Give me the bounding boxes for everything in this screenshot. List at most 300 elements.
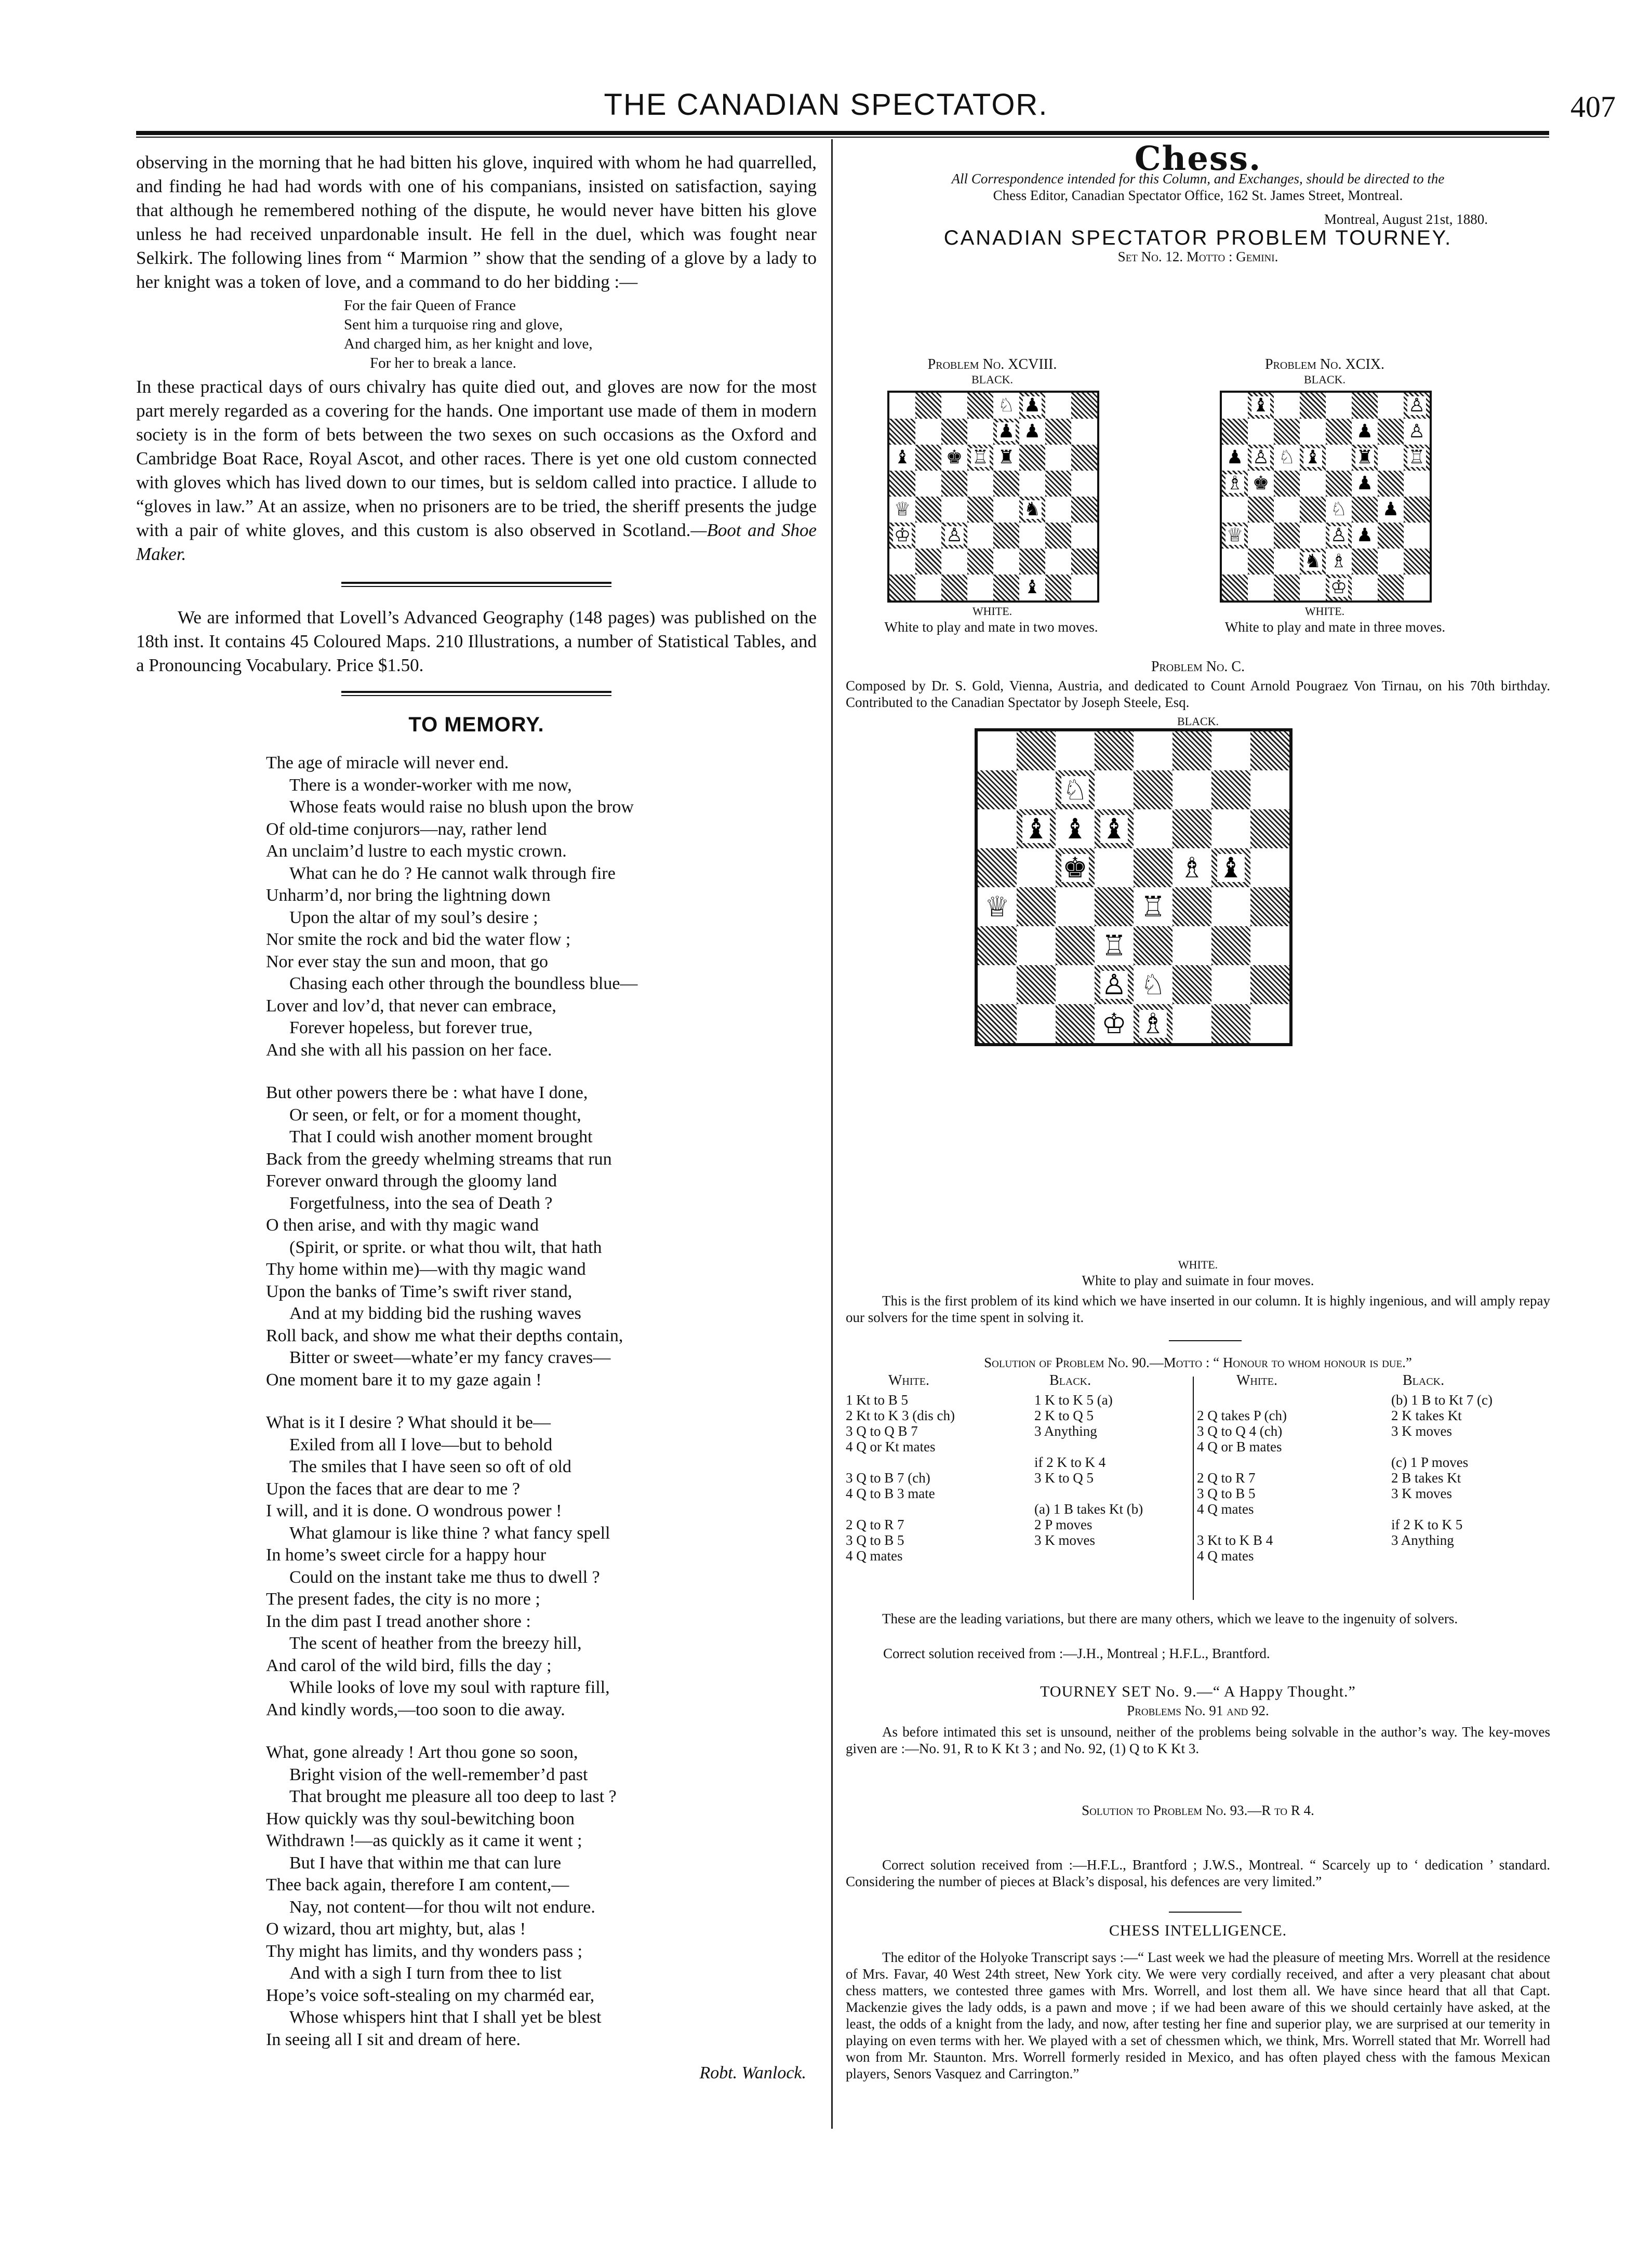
black-move: (a) 1 B takes Kt (b) (1034, 1501, 1143, 1517)
poem-line: Unharm’d, nor bring the lightning down (266, 886, 551, 905)
board-square (1056, 926, 1095, 965)
board-square (889, 393, 915, 419)
solution-row (846, 1423, 1189, 1439)
chess-piece: ♜ (1356, 447, 1374, 468)
chess-piece: ♕ (894, 499, 911, 520)
white-move: 4 Q to B 3 mate (846, 1486, 935, 1501)
board-square (1095, 848, 1134, 887)
board-square (993, 471, 1019, 497)
board-square (978, 1004, 1017, 1043)
board-square (1378, 575, 1404, 600)
chess-piece: ♗ (1226, 473, 1244, 494)
poem-line: What glamour is like thine ? what fancy spell (289, 1523, 610, 1543)
section-rule-thin (341, 695, 611, 696)
chess-piece: ♔ (1101, 1007, 1127, 1040)
white-move (846, 1454, 1034, 1470)
section-rule (1169, 1340, 1242, 1341)
chess-piece: ♟ (1356, 473, 1374, 494)
col-black-header-2: Black. (1403, 1372, 1445, 1388)
board-square (1045, 549, 1071, 575)
board-square (1352, 575, 1378, 600)
poem-line: Nor smite the rock and bid the water flow ; (266, 930, 571, 949)
solution-row (846, 1470, 1189, 1486)
board-square (1211, 731, 1250, 770)
poem-line: What can he do ? He cannot walk through fire (289, 863, 616, 883)
board-square (1134, 926, 1173, 965)
white-move: 3 Kt to K B 4 (1197, 1532, 1273, 1548)
board-square (1274, 549, 1300, 575)
white-move: 2 Q takes P (ch) (1197, 1408, 1287, 1423)
problem-c-white-label: WHITE. (1178, 1258, 1218, 1271)
white-move: 4 Q mates (846, 1548, 903, 1564)
board-square (1045, 445, 1071, 471)
board-square (1173, 1004, 1211, 1043)
board-square (1274, 575, 1300, 600)
board-square (1045, 419, 1071, 445)
black-move: 1 K to K 5 (a) (1034, 1392, 1113, 1408)
board-square (1300, 471, 1326, 497)
board-square (1250, 965, 1289, 1004)
board-square (1045, 497, 1071, 523)
board-square (1404, 471, 1430, 497)
chess-piece: ♙ (1408, 395, 1425, 416)
solution-row (846, 1486, 1189, 1501)
board-square (1300, 419, 1326, 445)
board-square (1045, 471, 1071, 497)
poem-line: Nay, not content—for thou wilt not endure. (289, 1897, 595, 1917)
chess-piece: ♙ (945, 525, 963, 546)
poem-stanza (266, 1412, 817, 1721)
black-move: 3 K moves (1034, 1532, 1095, 1548)
black-move: if 2 K to K 4 (1034, 1454, 1106, 1470)
chess-piece: ♙ (1330, 525, 1348, 546)
poem-line: Bitter or sweet—whate’er my fancy craves— (289, 1348, 611, 1367)
board-square (889, 549, 915, 575)
poem-body (266, 752, 817, 2051)
board-square (1211, 770, 1250, 809)
black-move: (b) 1 B to Kt 7 (c) (1391, 1392, 1493, 1408)
board-square (1250, 731, 1289, 770)
board-square (1211, 1004, 1250, 1043)
poem-line: Or seen, or felt, or for a moment thought, (289, 1105, 581, 1125)
white-move: 3 Q to B 5 (1197, 1486, 1256, 1501)
poem-line: There is a wonder-worker with me now, (289, 775, 572, 795)
poem-line: O then arise, and with thy magic wand (266, 1216, 539, 1235)
section-rule (341, 691, 611, 693)
solution-93: Solution to Problem No. 93.—R to R 4. (1082, 1803, 1314, 1818)
board-square (1352, 549, 1378, 575)
board-square (1071, 393, 1097, 419)
board-square (1404, 575, 1430, 600)
black-move: 3 Anything (1391, 1532, 1454, 1548)
white-move: 4 Q or Kt mates (846, 1439, 936, 1454)
board-square (1173, 731, 1211, 770)
page-number: 407 (1570, 90, 1616, 124)
solution-row (1197, 1501, 1550, 1517)
board-square (1222, 549, 1248, 575)
black-move: 3 K moves (1391, 1486, 1452, 1501)
black-move: (c) 1 P moves (1391, 1454, 1469, 1470)
col-white-header: White. (888, 1372, 929, 1388)
board-square (915, 419, 941, 445)
board-square (1017, 731, 1056, 770)
board-square (889, 471, 915, 497)
solution-row (846, 1517, 1189, 1532)
board-square (1274, 471, 1300, 497)
board-square (1248, 523, 1274, 549)
white-move (846, 1501, 1034, 1517)
black-move: 2 P moves (1034, 1517, 1093, 1532)
poem-line: Back from the greedy whelming streams that run (266, 1149, 612, 1169)
chess-piece: ♘ (1278, 447, 1296, 468)
board-square (1274, 419, 1300, 445)
board-square (1071, 445, 1097, 471)
poem-line: One moment bare it to my gaze again ! (266, 1370, 542, 1390)
board-square (1056, 731, 1095, 770)
chess-column (846, 139, 1550, 265)
column-divider (831, 139, 833, 2129)
board-square (1211, 926, 1250, 965)
board-square (1378, 549, 1404, 575)
board-square (1326, 419, 1352, 445)
chess-piece: ♘ (997, 395, 1015, 416)
board-square (1017, 1004, 1056, 1043)
problem-c-description: Composed by Dr. S. Gold, Vienna, Austria, and dedicated to Count Arnold Pougraez Von Tirnau, on his 70th birthday. Contributed to the Canadian Spectator by Joseph Steele, Esq. (846, 678, 1550, 710)
solution-row (1197, 1408, 1550, 1423)
chess-piece: ♟ (1356, 421, 1374, 442)
chess-piece: ♔ (894, 525, 911, 546)
board-square (915, 393, 941, 419)
solution-table-right (1197, 1392, 1550, 1564)
black-move (1034, 1486, 1189, 1501)
black-move (1391, 1501, 1550, 1517)
problem-c-black-label: BLACK. (1177, 715, 1219, 728)
board-square (967, 575, 993, 600)
problem-a-black-label: BLACK. (971, 373, 1014, 386)
white-move: 2 Kt to K 3 (dis ch) (846, 1408, 955, 1423)
black-move: if 2 K to K 5 (1391, 1517, 1463, 1532)
poem-line: Upon the banks of Time’s swift river stand, (266, 1281, 572, 1301)
poem-line: Roll back, and show me what their depths contain, (266, 1326, 623, 1345)
chess-piece: ♔ (1330, 577, 1348, 598)
board-square (993, 549, 1019, 575)
board-square (1326, 471, 1352, 497)
chess-board-problem-98 (887, 391, 1099, 603)
board-square (1056, 965, 1095, 1004)
problem-c-title: Problem No. C. (1151, 659, 1245, 675)
board-square (1248, 419, 1274, 445)
chess-piece: ♞ (1023, 499, 1041, 520)
board-square (941, 575, 967, 600)
poem-line: Forever onward through the gloomy land (266, 1171, 557, 1191)
white-move: 4 Q mates (1197, 1548, 1254, 1564)
chess-piece: ♘ (1062, 773, 1088, 806)
board-square (941, 549, 967, 575)
black-move (1034, 1548, 1189, 1564)
board-square (1071, 575, 1097, 600)
board-square (978, 965, 1017, 1004)
white-move: 1 Kt to B 5 (846, 1392, 909, 1408)
board-square (1173, 965, 1211, 1004)
chess-piece: ♟ (997, 421, 1015, 442)
problem-b-caption: White to play and mate in three moves. (1224, 619, 1446, 635)
poem-line: An unclaim’d lustre to each mystic crown. (266, 842, 567, 861)
board-square (1071, 471, 1097, 497)
black-move: 3 Anything (1034, 1423, 1097, 1439)
glove-article-paragraph-2 (136, 375, 817, 566)
board-square (1222, 575, 1248, 600)
board-square (1173, 926, 1211, 965)
chess-piece: ♟ (1023, 421, 1041, 442)
page-title: THE CANADIAN SPECTATOR. (604, 88, 1048, 122)
board-square (1173, 887, 1211, 926)
board-square (1056, 887, 1095, 926)
board-square (1300, 497, 1326, 523)
solution-90-title: Solution of Problem No. 90.—Motto : “ Honour to whom honour is due.” (984, 1355, 1412, 1370)
article-source: —Boot and Shoe Maker. (136, 520, 817, 564)
poem-line: In seeing all I sit and dream of here. (266, 2030, 521, 2049)
white-move: 4 Q or B mates (1197, 1439, 1282, 1454)
board-square (1378, 523, 1404, 549)
chess-piece: ♞ (1304, 551, 1322, 572)
chess-piece: ♙ (1252, 447, 1270, 468)
verse-line: For the fair Queen of France (344, 297, 516, 314)
header-rule-thin (136, 137, 1549, 138)
chess-piece: ♝ (1252, 395, 1270, 416)
chess-piece: ♙ (1101, 968, 1127, 1001)
board-square (1173, 770, 1211, 809)
chess-piece: ♜ (997, 447, 1015, 468)
header-rule (136, 131, 1549, 135)
board-square (993, 523, 1019, 549)
board-square (1378, 445, 1404, 471)
chess-piece: ♝ (1218, 851, 1244, 884)
poem-line: The present fades, the city is no more ; (266, 1590, 540, 1609)
board-square (1045, 523, 1071, 549)
chess-piece: ♕ (984, 890, 1010, 923)
white-move: 2 Q to R 7 (1197, 1470, 1256, 1486)
solution-row (846, 1548, 1189, 1564)
board-square (1326, 445, 1352, 471)
dateline: Montreal, August 21st, 1880. (1324, 211, 1488, 227)
board-square (1211, 965, 1250, 1004)
board-square (1095, 731, 1134, 770)
left-column (136, 151, 817, 2085)
correspondence-address: Chess Editor, Canadian Spectator Office, 162 St. James Street, Montreal. (993, 188, 1403, 203)
poem-line: Of old-time conjurors—nay, rather lend (266, 819, 547, 839)
poem-line: Whose whispers hint that I shall yet be blest (289, 2008, 602, 2027)
board-square (1248, 549, 1274, 575)
problem-b-title: Problem No. XCIX. (1264, 356, 1385, 372)
chess-board-problem-100-display (975, 728, 1293, 1046)
board-square (1019, 471, 1045, 497)
chess-piece: ♚ (1252, 473, 1270, 494)
poem-line: And at my bidding bid the rushing waves (289, 1304, 581, 1323)
chess-piece: ♖ (1101, 929, 1127, 962)
problem-b-white-label: WHITE. (1304, 605, 1345, 618)
board-square (1017, 926, 1056, 965)
black-move (1391, 1439, 1550, 1454)
poem-line: And with a sigh I turn from thee to list (289, 1964, 562, 1983)
col-black-header: Black. (1049, 1372, 1091, 1388)
white-move (1197, 1517, 1391, 1532)
board-square (1404, 497, 1430, 523)
board-square (915, 523, 941, 549)
board-square (1095, 887, 1134, 926)
poem-line: That brought me pleasure all too deep to last ? (289, 1787, 617, 1806)
section-rule-thin (341, 586, 611, 587)
black-move: 3 K to Q 5 (1034, 1470, 1094, 1486)
white-move: 3 Q to B 5 (846, 1532, 904, 1548)
board-square (915, 445, 941, 471)
correct-solution-93: Correct solution received from :—H.F.L., Brantford ; J.W.S., Montreal. “ Scarcely up to ‘ dedication ’ standard. Considering the number of pieces at Black’s disposal, his defences are very limited.” (846, 1857, 1550, 1889)
white-move (1197, 1392, 1391, 1408)
board-square (978, 926, 1017, 965)
poem-line: And kindly words,—too soon to die away. (266, 1700, 565, 1719)
board-square (1019, 445, 1045, 471)
solution-table-left (846, 1392, 1189, 1564)
board-square (1211, 887, 1250, 926)
solution-row (846, 1392, 1189, 1408)
poem-line: In home’s sweet circle for a happy hour (266, 1545, 547, 1565)
board-square (915, 497, 941, 523)
geography-notice: We are informed that Lovell’s Advanced Geography (148 pages) was published on the 18th inst. It contains 45 Coloured Maps. 210 Illustrations, a number of Statistical Tables, and a Pronouncing Vocabulary. Price $1.50. (136, 607, 817, 675)
board-square (941, 497, 967, 523)
board-square (967, 393, 993, 419)
chess-piece: ♘ (1330, 499, 1348, 520)
board-square (1248, 575, 1274, 600)
verse-line: Sent him a turquoise ring and glove, (344, 316, 563, 333)
board-square (1378, 393, 1404, 419)
board-square (1404, 549, 1430, 575)
poem-line: Nor ever stay the sun and moon, that go (266, 952, 548, 971)
solution-row (846, 1439, 1189, 1454)
paragraph-text: In these practical days of ours chivalry has quite died out, and gloves are now for the most part merely regarded as a covering for the hands. One important use made of them in modern society is in the form of bets between the two sexes on such occasions as the Oxford and Cambridge Boat Race, Royal Ascot, and other races. There is yet one old custom connected with gloves which has lived down to our times, but is seldom called into practice. I allude to “gloves in law.” At an assize, when no prisoners are to be tried, the sheriff presents the judge with a pair of white gloves, and this custom is also observed in Scotland. (136, 377, 817, 540)
chess-piece: ♝ (1304, 447, 1322, 468)
marmion-verse (344, 296, 817, 373)
chess-piece: ♗ (1330, 551, 1348, 572)
board-square (1071, 497, 1097, 523)
board-square (1222, 393, 1248, 419)
poem-title: TO MEMORY. (408, 713, 544, 736)
board-square (1017, 965, 1056, 1004)
solution-row (846, 1454, 1189, 1470)
poem-line: But other powers there be : what have I done, (266, 1083, 588, 1102)
white-move: 3 Q to B 7 (ch) (846, 1470, 930, 1486)
board-square (1300, 575, 1326, 600)
poem-line: I will, and it is done. O wondrous power ! (266, 1501, 562, 1520)
solution-row (1197, 1392, 1550, 1408)
board-square (1222, 419, 1248, 445)
poem-line: Exiled from all I love—but to behold (289, 1435, 553, 1454)
chess-piece: ♗ (1179, 851, 1205, 884)
board-square (1222, 497, 1248, 523)
board-square (1250, 887, 1289, 926)
board-square (1134, 848, 1173, 887)
board-square (1045, 575, 1071, 600)
board-square (993, 575, 1019, 600)
problem-a-title: Problem No. XCVIII. (927, 356, 1057, 372)
black-move (1391, 1548, 1550, 1564)
chess-piece: ♟ (1356, 525, 1374, 546)
chess-heading: Chess. (1134, 139, 1262, 178)
poem-line: Bright vision of the well-remember’d past (289, 1765, 588, 1784)
poem-line: But I have that within me that can lure (289, 1853, 562, 1873)
glove-article-paragraph-1: observing in the morning that he had bitten his glove, inquired with whom he had quarrelled, and finding he had had words with one of his companians, insisted on satisfaction, saying that although he remembered nothing of the dispute, he would never have bitten his glove unless he had received unpardonable insult. He fell in the duel, which was fought near Selkirk. The following lines from “ Marmion ” show that the sending of a glove by a lady to her knight was a token of love, and a command to do her bidding :— (136, 152, 817, 292)
board-square (1352, 393, 1378, 419)
chess-piece: ♖ (1408, 447, 1425, 468)
poem-line: Hope’s voice soft-stealing on my charméd ear, (266, 1985, 595, 2005)
poem-line: And carol of the wild bird, fills the day ; (266, 1655, 552, 1675)
board-square (1134, 770, 1173, 809)
black-move: 2 K takes Kt (1391, 1408, 1462, 1423)
board-square (1378, 419, 1404, 445)
board-square (1045, 393, 1071, 419)
poem-line: That I could wish another moment brought (289, 1127, 593, 1146)
section-rule (341, 582, 611, 584)
solution-row (1197, 1470, 1550, 1486)
black-move: 2 B takes Kt (1391, 1470, 1461, 1486)
poem-author: Robt. Wanlock. (699, 2063, 806, 2082)
problem-a-caption: White to play and mate in two moves. (884, 619, 1098, 635)
board-square (967, 549, 993, 575)
solution-row (1197, 1454, 1550, 1470)
poem-stanza (266, 752, 817, 1061)
problem-c-caption: White to play and suimate in four moves. (1082, 1273, 1314, 1288)
poem-line: The age of miracle will never end. (266, 753, 509, 772)
poem-stanza (266, 1742, 817, 2051)
board-square (889, 419, 915, 445)
board-square (967, 419, 993, 445)
chess-piece: ♝ (1062, 812, 1088, 845)
chess-intelligence-title: CHESS INTELLIGENCE. (1109, 1922, 1287, 1939)
board-square (1056, 1004, 1095, 1043)
chess-piece: ♗ (1140, 1007, 1166, 1040)
black-move: 3 K moves (1391, 1423, 1452, 1439)
board-square (1250, 848, 1289, 887)
board-square (1352, 497, 1378, 523)
poem-line: Chasing each other through the boundless blue— (289, 974, 638, 993)
board-square (978, 848, 1017, 887)
poem-line: Whose feats would raise no blush upon the brow (289, 797, 634, 817)
verse-line: And charged him, as her knight and love, (344, 336, 593, 352)
poem-line: O wizard, thou art mighty, but, alas ! (266, 1919, 526, 1939)
board-square (1017, 848, 1056, 887)
chess-board-problem-99 (1220, 391, 1432, 603)
solution-row (846, 1501, 1189, 1517)
board-square (1250, 809, 1289, 848)
solution-row (846, 1532, 1189, 1548)
board-square (1300, 393, 1326, 419)
problem-c-note: This is the first problem of its kind which we have inserted in our column. It is highly ingenious, and will amply repay our solvers for the time spent in solving it. (846, 1293, 1550, 1325)
board-square (889, 575, 915, 600)
chess-piece: ♘ (1140, 968, 1166, 1001)
board-square (1250, 1004, 1289, 1043)
poem-line: Upon the faces that are dear to me ? (266, 1479, 520, 1499)
board-square (1134, 809, 1173, 848)
board-square (978, 809, 1017, 848)
poem-line: While looks of love my soul with rapture fill, (289, 1678, 610, 1697)
tourney-9-title: TOURNEY SET No. 9.—“ A Happy Thought.” (1040, 1683, 1356, 1700)
poem-line: Could on the instant take me thus to dwell ? (289, 1567, 600, 1587)
board-square (1071, 523, 1097, 549)
solution-row (1197, 1486, 1550, 1501)
board-square (1326, 393, 1352, 419)
problem-b-black-label: BLACK. (1303, 373, 1346, 386)
chess-piece: ♝ (1023, 577, 1041, 598)
board-square (978, 770, 1017, 809)
board-square (1173, 809, 1211, 848)
